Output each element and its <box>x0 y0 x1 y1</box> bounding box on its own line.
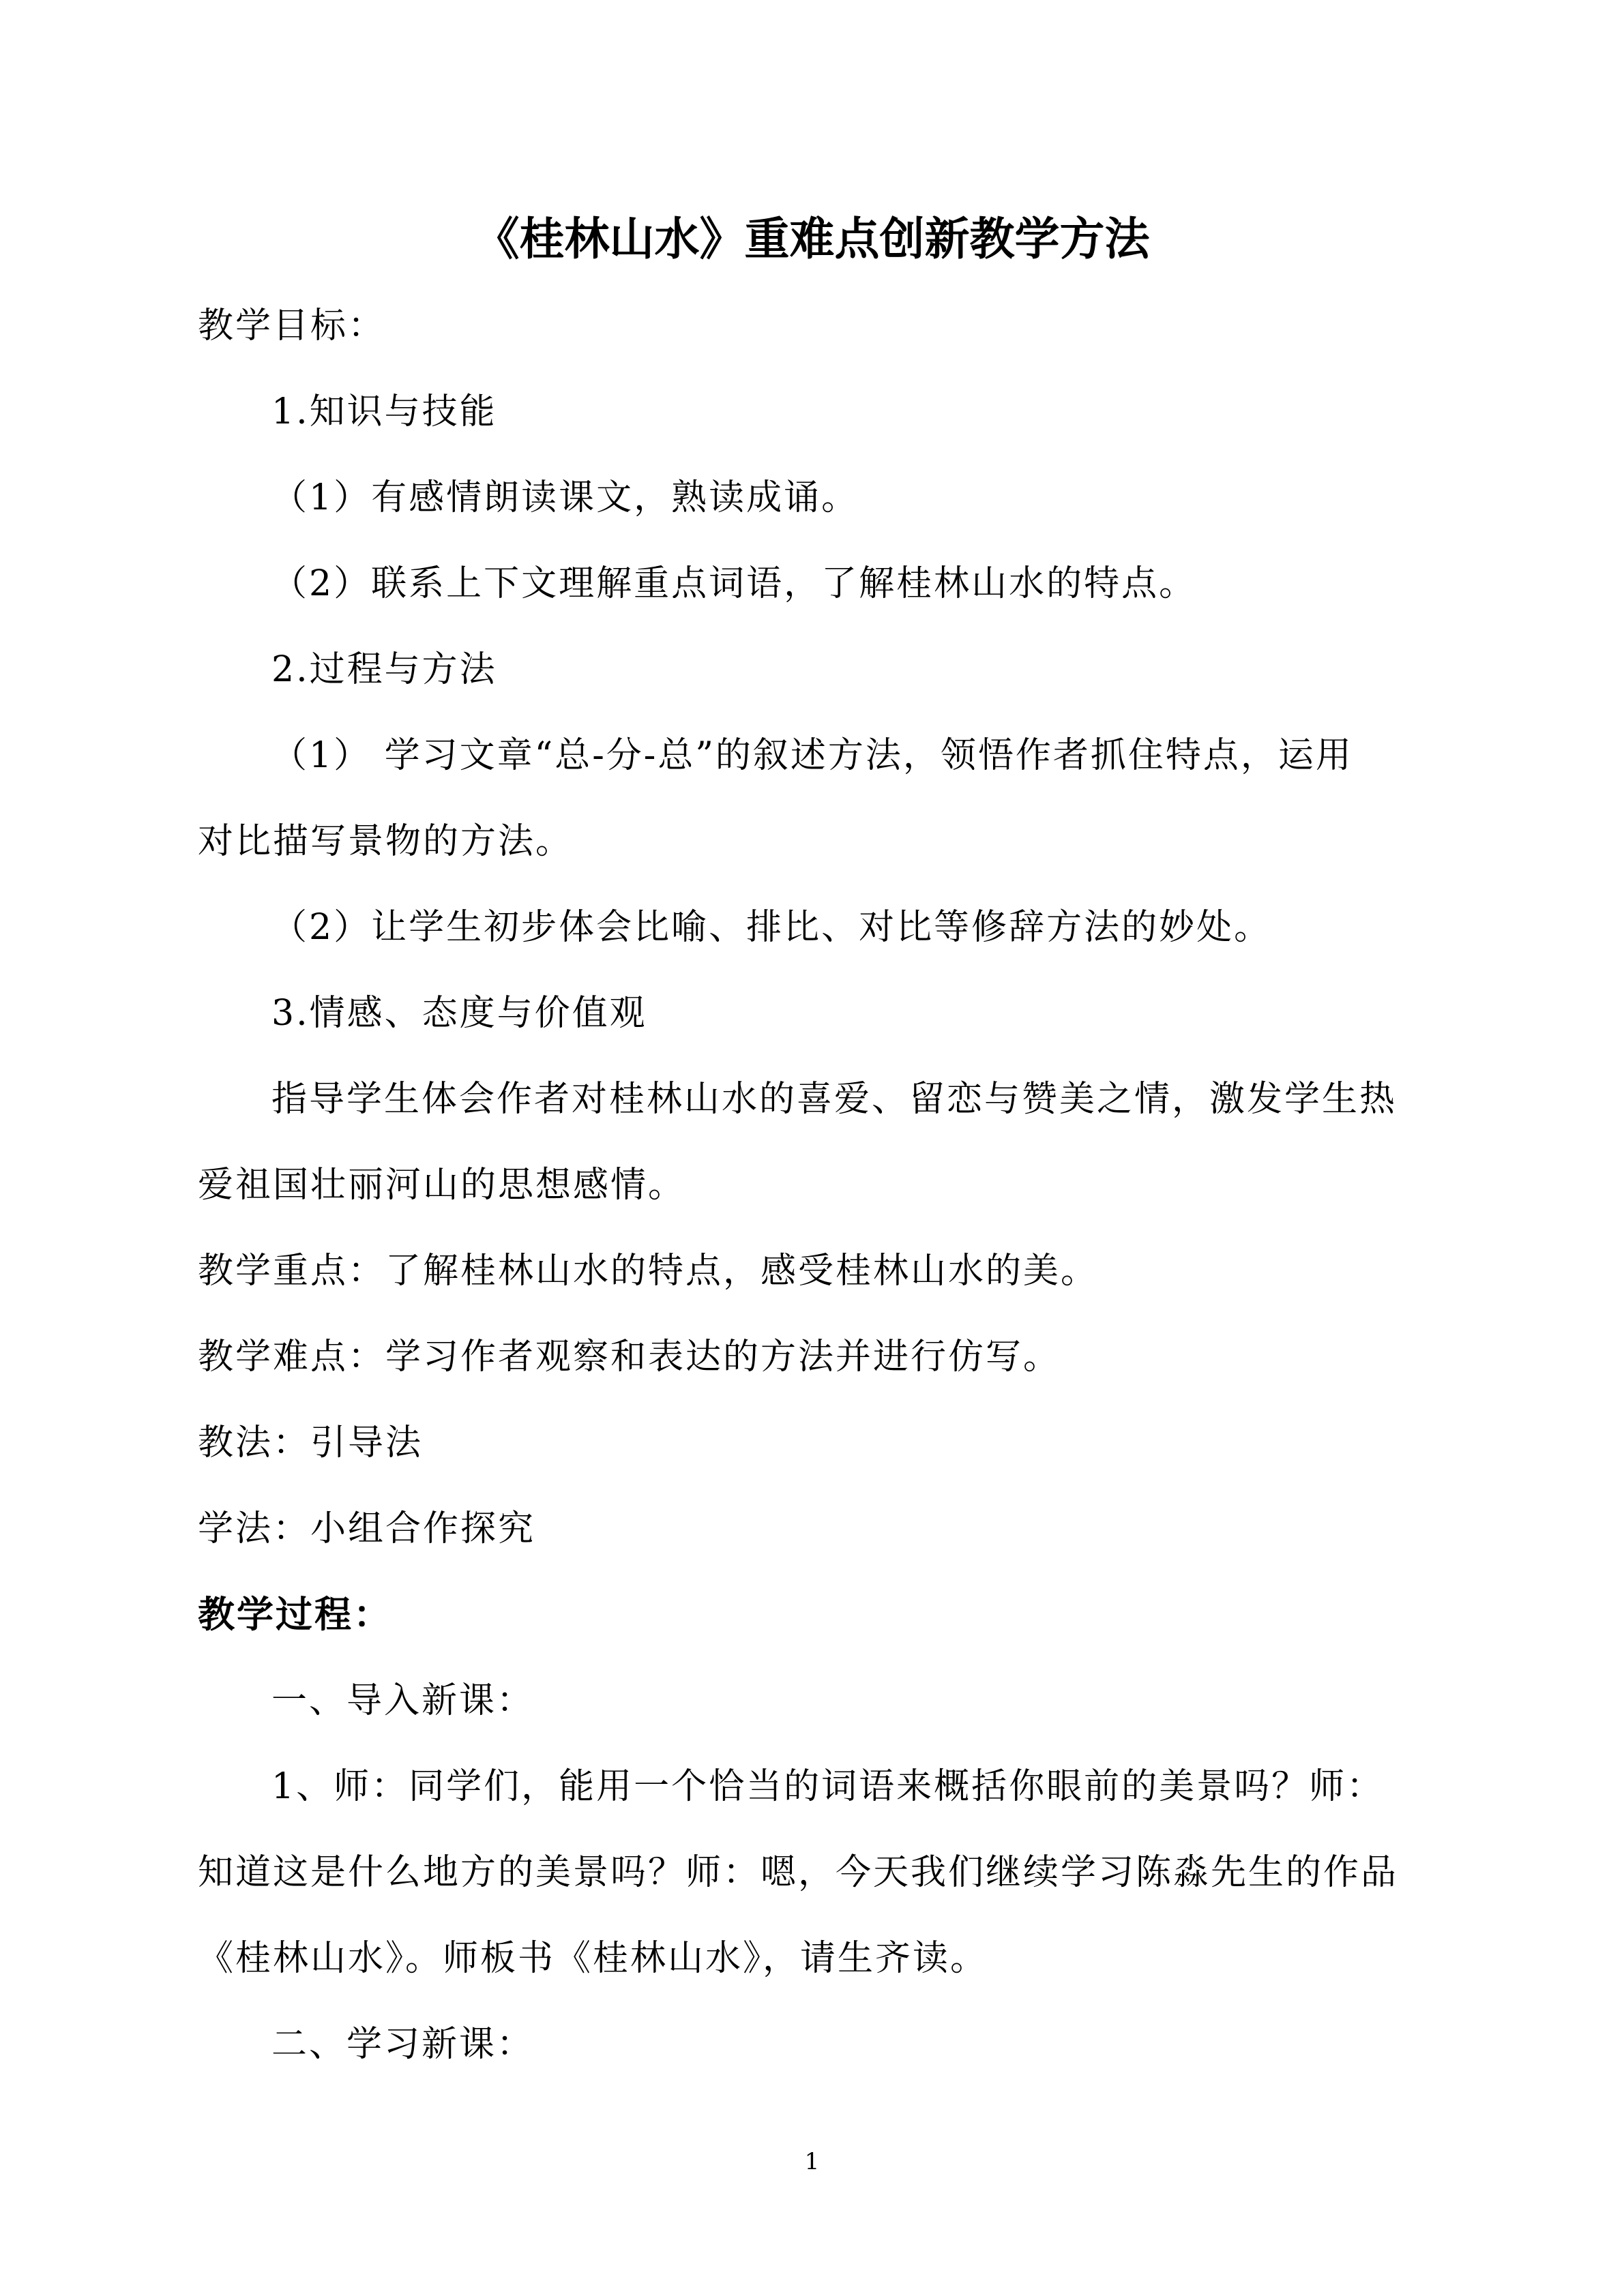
process-heading: 2.过程与方法 <box>271 649 497 690</box>
emotion-line-1: 指导学生体会作者对桂林山水的喜爱、留恋与赞美之情，激发学生热 <box>271 1079 1398 1120</box>
knowledge-item-2: （2）联系上下文理解重点词语，了解桂林山水的特点。 <box>271 563 1197 604</box>
learning-method: 学法：小组合作探究 <box>198 1508 536 1549</box>
document-title: 《桂林山水》重难点创新教学方法 <box>474 212 1150 265</box>
page-number: 1 <box>804 2148 820 2175</box>
emotion-heading: 3.情感、态度与价值观 <box>271 993 647 1034</box>
step-1-line-3: 《桂林山水》。师板书《桂林山水》，请生齐读。 <box>198 1938 988 1979</box>
step-1-heading: 一、导入新课： <box>271 1680 535 1721</box>
knowledge-item-1: （1）有感情朗读课文，熟读成诵。 <box>271 477 859 518</box>
process-item-2: （2）让学生初步体会比喻、排比、对比等修辞方法的妙处。 <box>271 907 1272 948</box>
emotion-line-2: 爱祖国壮丽河山的思想感情。 <box>198 1165 686 1206</box>
step-1-line-2: 知道这是什么地方的美景吗？师：嗯，今天我们继续学习陈淼先生的作品 <box>198 1852 1399 1893</box>
objectives-heading: 教学目标： <box>198 305 386 346</box>
process-item-1-line-2: 对比描写景物的方法。 <box>198 821 574 862</box>
process-item-1-line-1: （1） 学习文章“总-分-总”的叙述方法，领悟作者抓住特点，运用 <box>271 735 1353 776</box>
step-1-line-1: 1、师：同学们，能用一个恰当的词语来概括你眼前的美景吗？师： <box>271 1766 1385 1807</box>
difficult-point: 教学难点：学习作者观察和表达的方法并进行仿写。 <box>198 1337 1061 1377</box>
teaching-method: 教法：引导法 <box>198 1422 424 1463</box>
key-point: 教学重点：了解桂林山水的特点，感受桂林山水的美。 <box>198 1251 1099 1292</box>
step-2-heading: 二、学习新课： <box>271 2024 535 2065</box>
teaching-process-title: 教学过程： <box>198 1593 392 1636</box>
knowledge-heading: 1.知识与技能 <box>271 391 497 432</box>
